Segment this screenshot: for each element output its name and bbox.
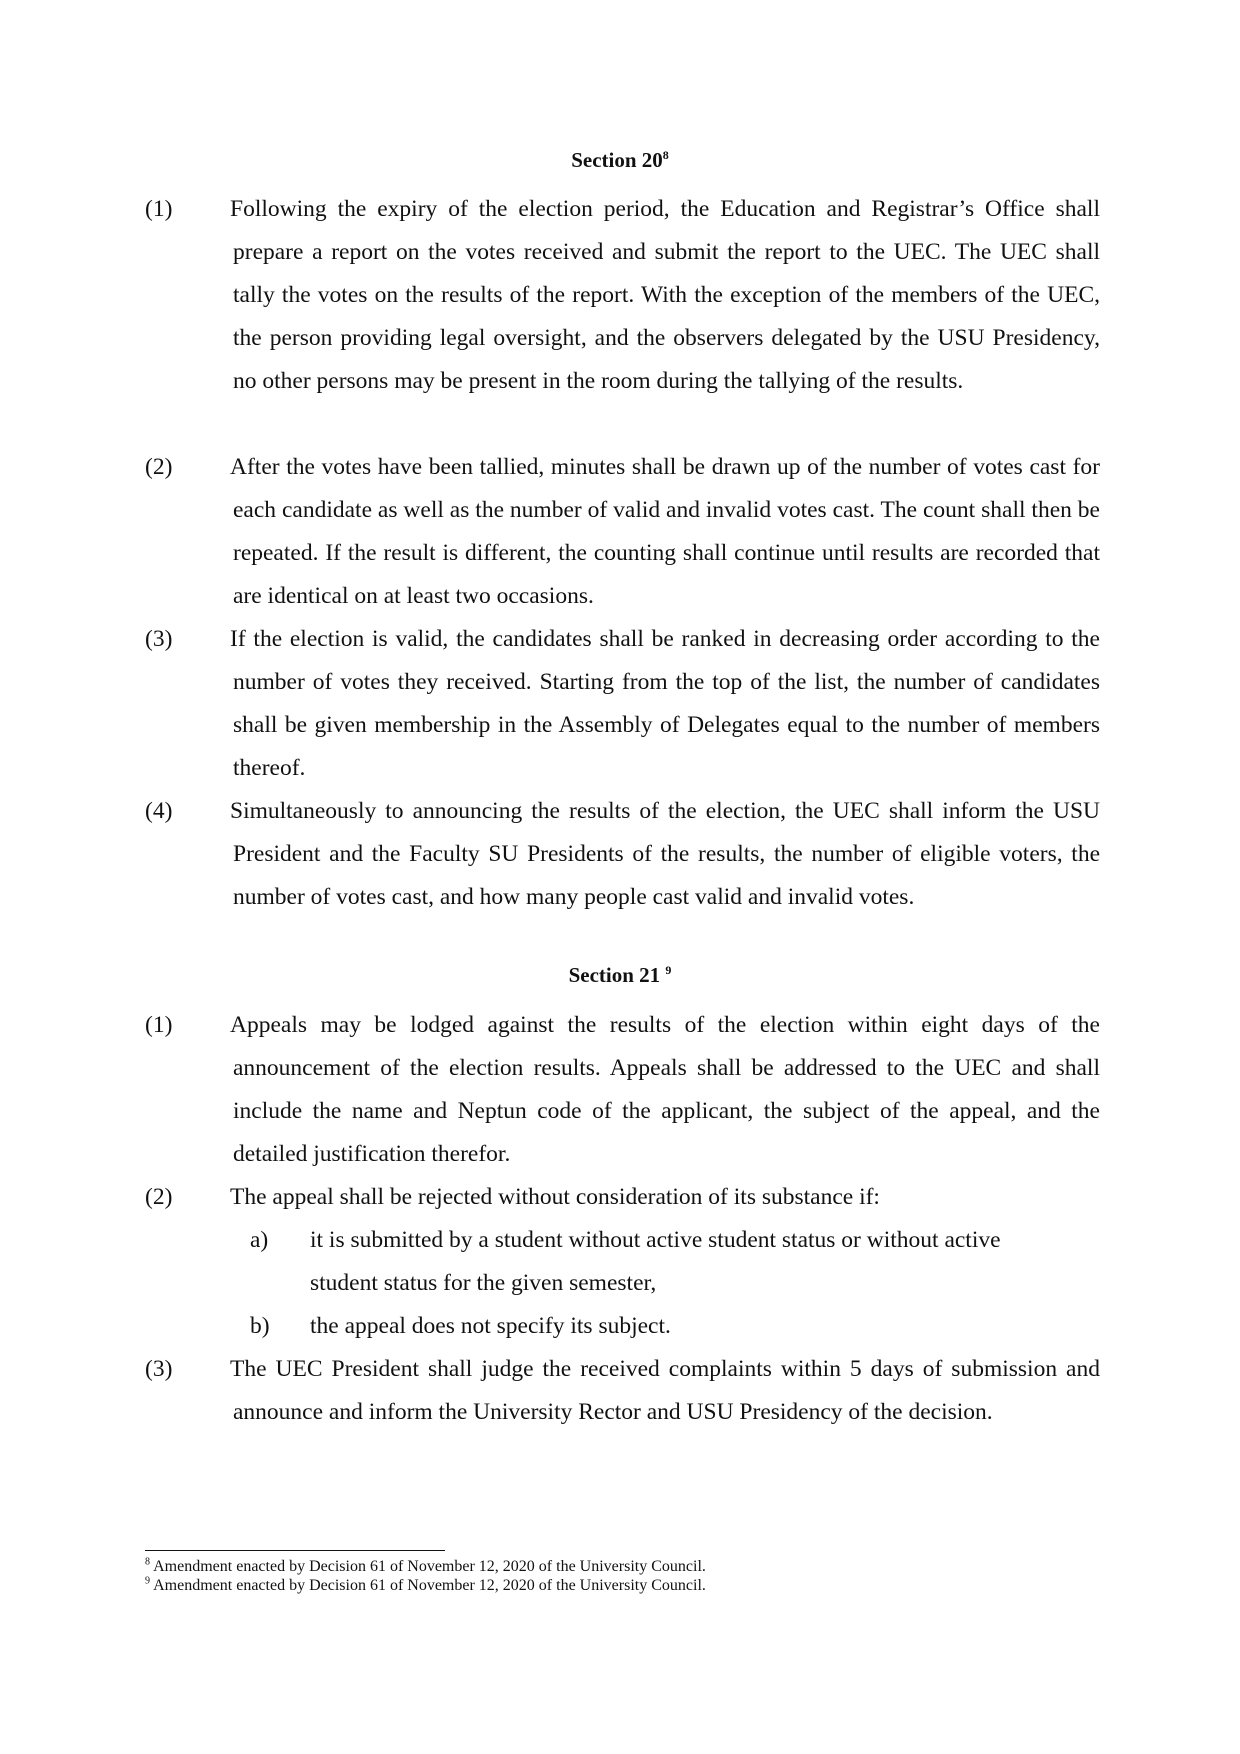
paragraph-text: After the votes have been tallied, minutes shall be drawn up of the number of votes cast for each candidate as well as the number of valid and invalid votes cast. The count shall then be repeated. If the result is different, the counting shall continue until results are recorded that are identical on at least two occasions. xyxy=(230,454,1100,609)
paragraph-number: (1) xyxy=(145,1012,173,1038)
paragraph-text: Following the expiry of the election period, the Education and Registrar’s Office shall prepare a report on the votes received and submit the report to the UEC. The UEC shall tally the votes on the results of the report. With the exception of the members of the UEC, the person providing legal oversight, and the observers delegated by the USU Presidency, no other persons may be present in the room during the tallying of the results. xyxy=(230,196,1100,394)
section-21-paragraph-1 xyxy=(145,1004,1100,1176)
paragraph-number: (4) xyxy=(145,798,173,824)
subitem-label: b) xyxy=(250,1313,270,1339)
paragraph-text: If the election is valid, the candidates shall be ranked in decreasing order according to the number of votes they received. Starting from the top of the list, the number of candidates shall be given membership in the Assembly of Delegates equal to the number of members thereof. xyxy=(230,626,1100,781)
footnote-number: 8 xyxy=(145,1556,150,1568)
section-20-paragraph-3 xyxy=(145,618,1100,790)
section-20-paragraph-4 xyxy=(145,790,1100,919)
footnote-8 xyxy=(145,1558,1045,1576)
paragraph-text: Simultaneously to announcing the results of the election, the UEC shall inform the USU President and the Faculty SU Presidents of the results, the number of eligible voters, the number of votes cast, and how many people cast valid and invalid votes. xyxy=(230,798,1100,910)
paragraph-text: The UEC President shall judge the received complaints within 5 days of submission and announce and inform the University Rector and USU Presidency of the decision. xyxy=(230,1356,1100,1425)
paragraph-text: The appeal shall be rejected without consideration of its substance if: xyxy=(230,1184,880,1210)
section-21-paragraph-3 xyxy=(145,1348,1100,1434)
section-20-heading xyxy=(0,147,1240,173)
section-21-paragraph-2 xyxy=(145,1176,1100,1219)
paragraph-number: (2) xyxy=(145,454,173,480)
section-21-heading xyxy=(0,962,1240,988)
subitem-label: a) xyxy=(250,1227,269,1253)
section-21-subitem-a xyxy=(250,1219,1050,1305)
subitem-text: the appeal does not specify its subject. xyxy=(310,1313,671,1339)
paragraph-number: (2) xyxy=(145,1184,173,1210)
section-21-footnote-ref: 9 xyxy=(665,963,672,977)
section-20-title: Section 20 xyxy=(571,148,663,172)
section-21-subitem-b xyxy=(250,1305,1050,1348)
section-20-paragraph-1 xyxy=(145,188,1100,403)
footnote-number: 9 xyxy=(145,1575,150,1587)
section-20-footnote-ref: 8 xyxy=(662,148,669,162)
footnote-text: Amendment enacted by Decision 61 of November 12, 2020 of the University Council. xyxy=(153,1577,706,1594)
footnote-separator xyxy=(145,1550,445,1551)
footnote-9 xyxy=(145,1577,1045,1595)
footnote-text: Amendment enacted by Decision 61 of November 12, 2020 of the University Council. xyxy=(153,1558,706,1575)
paragraph-text: Appeals may be lodged against the results of the election within eight days of the announcement of the election results. Appeals shall be addressed to the UEC and shall include the name and Neptun code of the applicant, the subject of the appeal, and the detailed justification therefor. xyxy=(230,1012,1100,1167)
paragraph-number: (3) xyxy=(145,1356,173,1382)
paragraph-number: (1) xyxy=(145,196,173,222)
subitem-text: it is submitted by a student without active student status or without active student status for the given semester, xyxy=(310,1227,1001,1296)
section-20-paragraph-2 xyxy=(145,446,1100,618)
paragraph-number: (3) xyxy=(145,626,173,652)
section-21-title: Section 21 xyxy=(568,963,661,987)
